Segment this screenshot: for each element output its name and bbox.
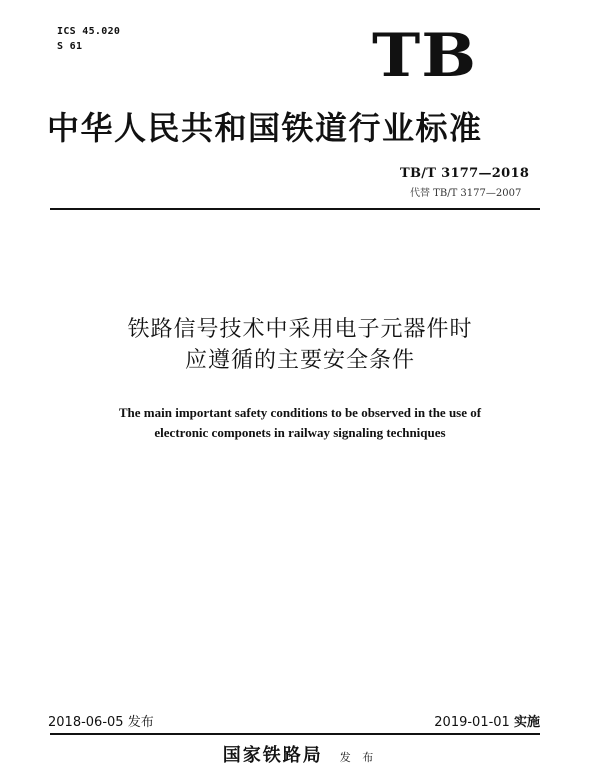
ccs-code: S 61 — [57, 41, 83, 52]
document-title-cn-line1: 铁路信号技术中采用电子元器件时 — [127, 317, 473, 342]
document-title-cn-line2: 应遵循的主要安全条件 — [184, 348, 415, 373]
implementation-date-value: 2019-01-01 — [434, 715, 510, 730]
tb-logo: TB — [372, 21, 478, 91]
standard-category-title: 中华人民共和国铁道行业标准 — [47, 109, 483, 147]
standard-number: TB/T 3177—2018 — [400, 166, 530, 181]
implementation-date-suffix: 实施 — [513, 715, 540, 730]
bottom-divider — [50, 733, 540, 735]
publish-action: 发 布 — [339, 751, 378, 764]
publisher-name: 国家铁路局 — [222, 745, 323, 766]
ics-code: ICS 45.020 — [57, 26, 121, 37]
publisher-line — [0, 741, 600, 767]
top-divider — [50, 208, 540, 210]
issue-date-suffix: 发布 — [127, 715, 154, 730]
implementation-date — [412, 711, 540, 730]
replaces-standard: 代替 TB/T 3177—2007 — [410, 188, 522, 199]
issue-date — [48, 711, 154, 730]
document-title-en-line2: electronic componets in railway signaling techniques — [154, 425, 446, 440]
issue-date-value: 2018-06-05 — [48, 715, 124, 730]
document-title-en-line1: The main important safety conditions to be observed in the use of — [118, 405, 482, 420]
